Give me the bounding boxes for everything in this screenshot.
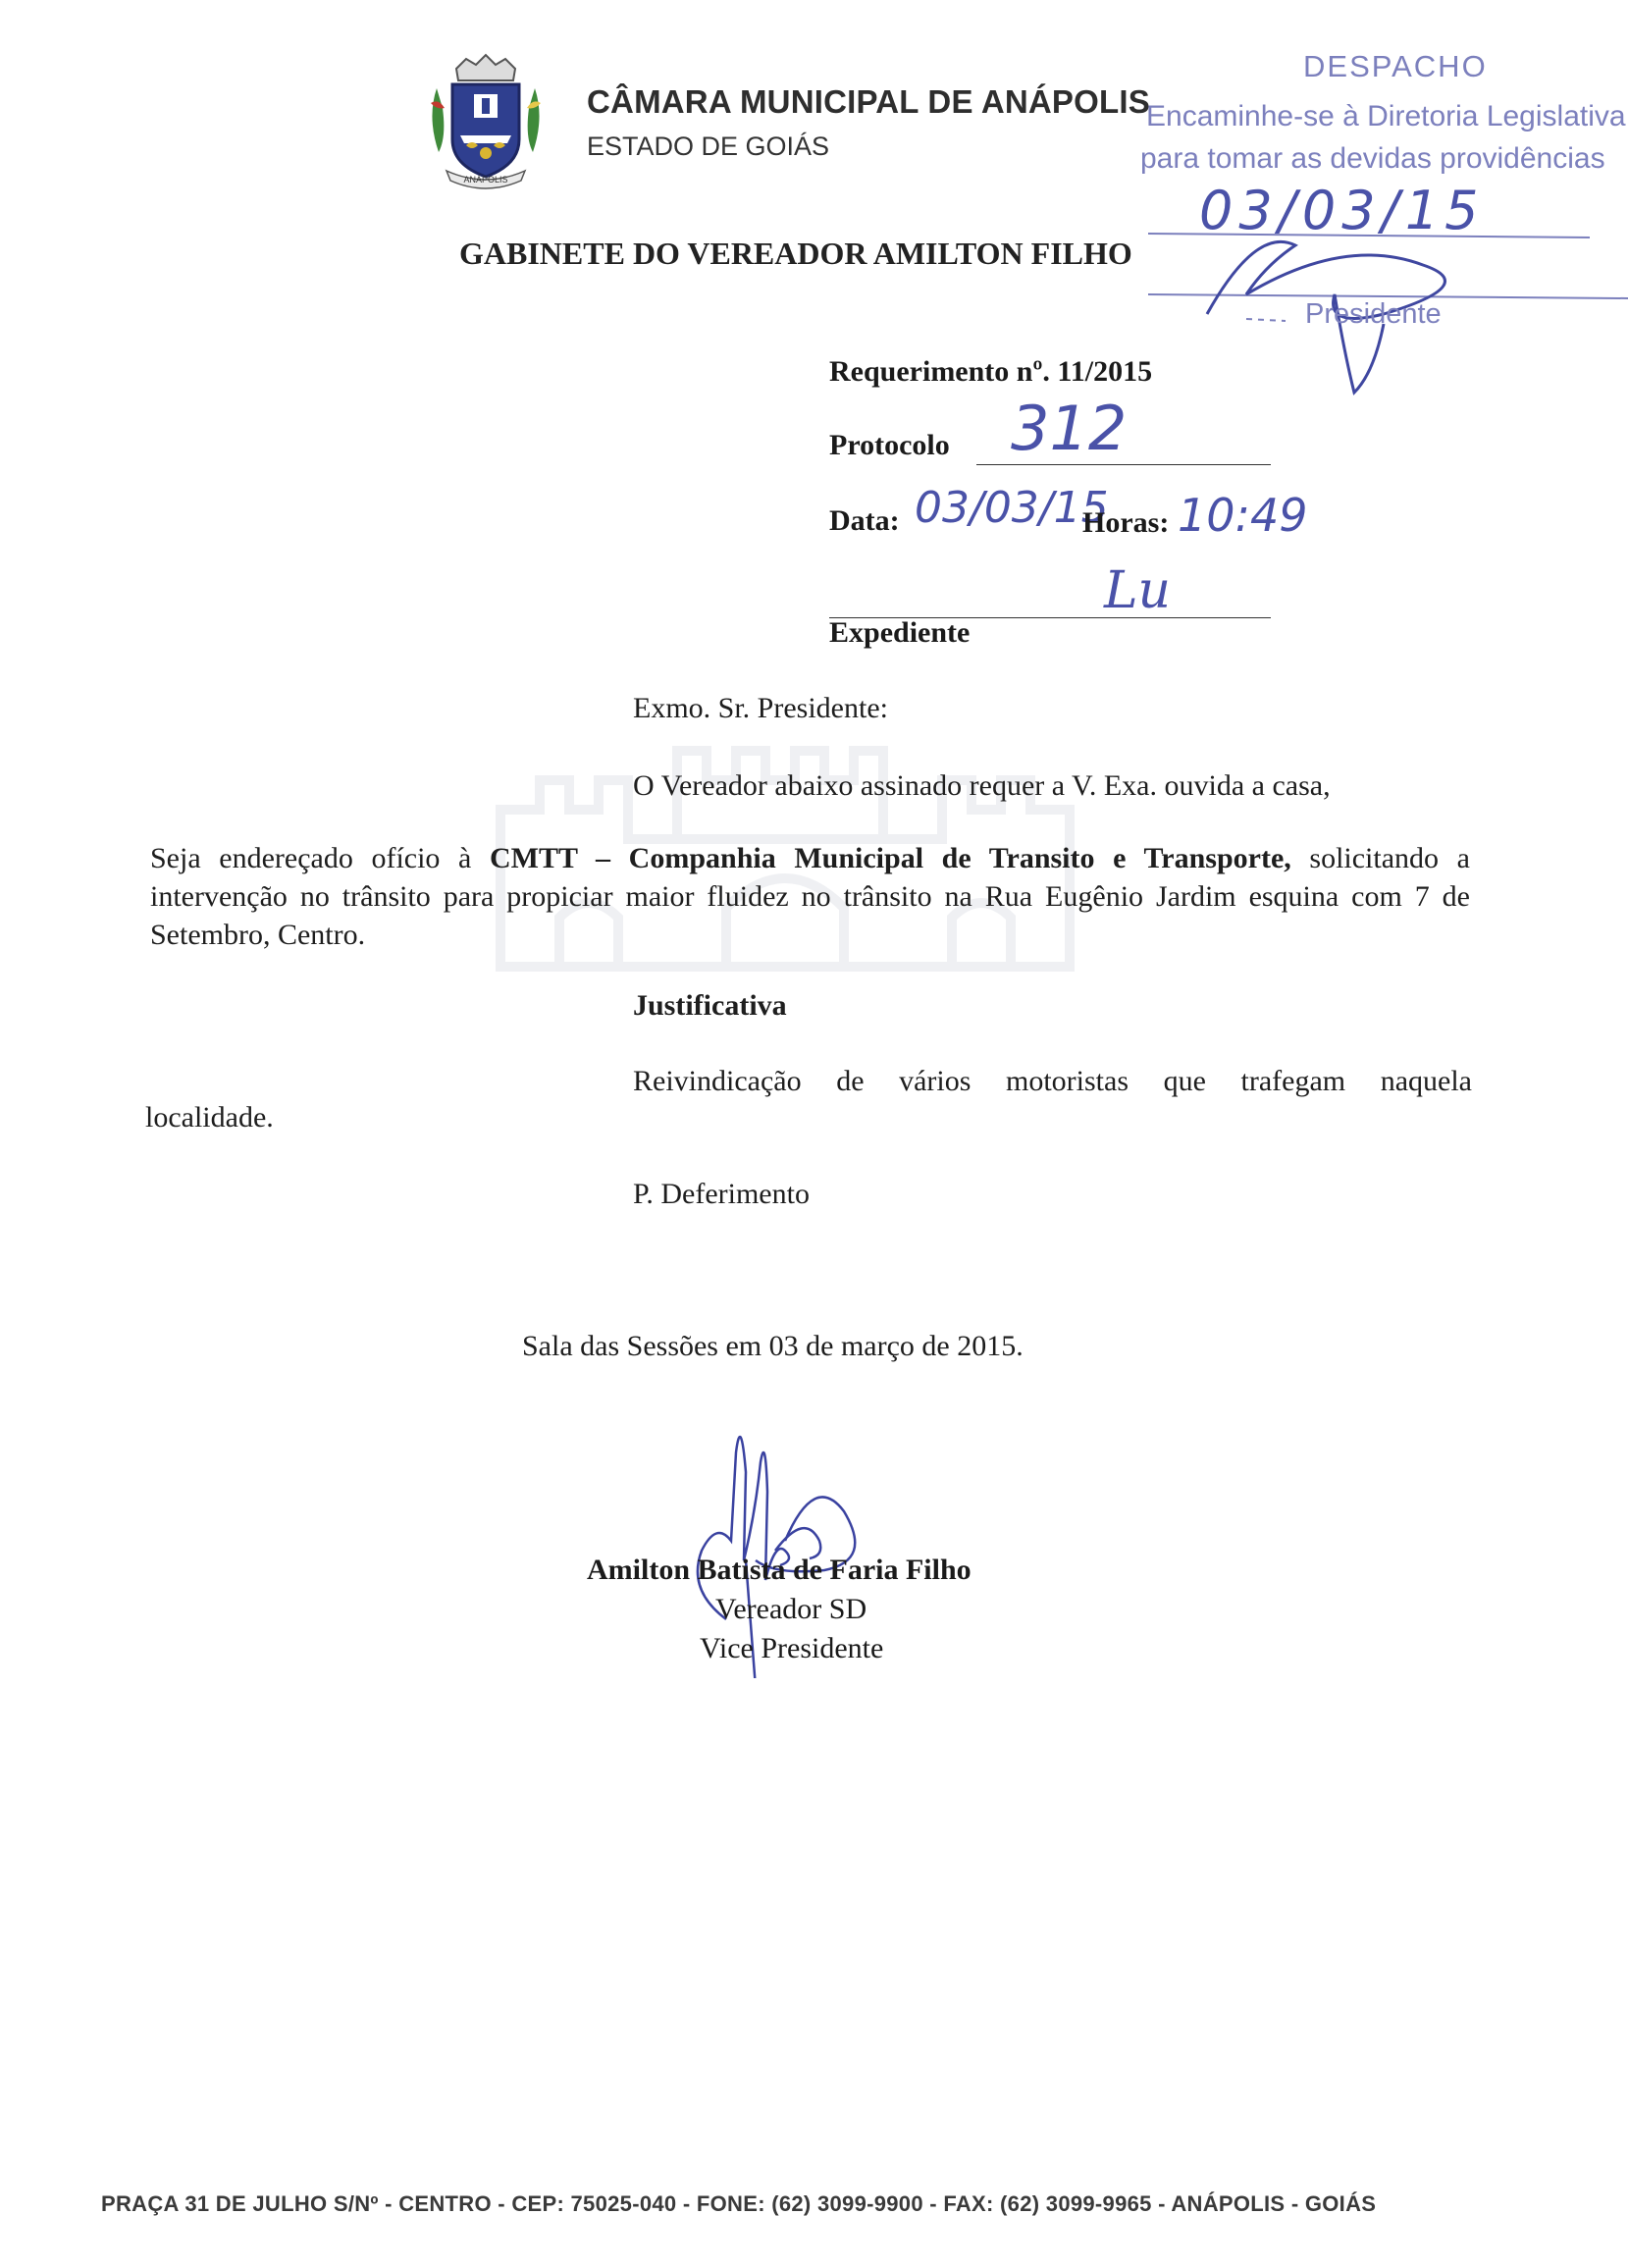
organization-name: CÂMARA MUNICIPAL DE ANÁPOLIS <box>587 83 1150 120</box>
request-text-pre: Seja endereçado ofício à <box>150 842 490 874</box>
salutation: Exmo. Sr. Presidente: <box>633 692 888 724</box>
footer-address: PRAÇA 31 DE JULHO S/Nº - CENTRO - CEP: 75025-040 - FONE: (62) 3099-9900 - FAX: (62) 3099-9965 - ANÁPOLIS - GOIÁS <box>101 2191 1377 2216</box>
stamp-signature-label: Presidente <box>1305 298 1442 330</box>
request-text-post: solicitando a intervenção no trânsito para propiciar maior fluidez no trânsito na Rua Eugênio Jardim esquina com 7 de Setembro, Centro. <box>150 842 1470 951</box>
request-text-bold: CMTT – Companhia Municipal de Transito e Transporte, <box>489 842 1291 874</box>
justification-text-continued: localidade. <box>145 1101 274 1134</box>
justification-text: Reivindicação de vários motoristas que trafegam naquela <box>633 1065 1472 1097</box>
signer-position: Vice Presidente <box>700 1632 884 1664</box>
session-date-line: Sala das Sessões em 03 de março de 2015. <box>522 1330 1024 1362</box>
office-title: GABINETE DO VEREADOR AMILTON FILHO <box>459 236 1132 271</box>
hour-handwritten-value: 10:49 <box>1178 489 1308 542</box>
stamp-instruction-line1: Encaminhe-se à Diretoria Legislativa <box>1146 100 1626 132</box>
receiver-initials: Lu <box>1104 561 1172 620</box>
svg-text:ANÁPOLIS: ANÁPOLIS <box>463 175 508 185</box>
justification-title: Justificativa <box>633 989 787 1022</box>
expediente-label: Expediente <box>829 616 971 649</box>
intro-paragraph: O Vereador abaixo assinado requer a V. Exa. ouvida a casa, <box>633 769 1331 802</box>
protocol-underline <box>976 464 1271 465</box>
stamp-date: 03/03/15 <box>1199 180 1485 241</box>
date-label: Data: <box>829 504 900 537</box>
closing-phrase: P. Deferimento <box>633 1178 810 1210</box>
protocol-label: Protocolo <box>829 429 950 461</box>
city-crest-logo <box>417 49 554 196</box>
stamp-instruction-line2: para tomar as devidas providências <box>1140 142 1605 175</box>
request-paragraph <box>150 839 1470 954</box>
request-number: Requerimento nº. 11/2015 <box>829 355 1153 388</box>
stamp-title: DESPACHO <box>1303 49 1488 83</box>
signer-role: Vereador SD <box>715 1593 867 1625</box>
organization-state: ESTADO DE GOIÁS <box>587 132 830 161</box>
hour-label: Horas: <box>1082 506 1170 539</box>
signer-name: Amilton Batista de Faria Filho <box>587 1554 972 1586</box>
date-handwritten-value: 03/03/15 <box>915 483 1109 533</box>
protocol-handwritten-value: 312 <box>1011 393 1128 464</box>
